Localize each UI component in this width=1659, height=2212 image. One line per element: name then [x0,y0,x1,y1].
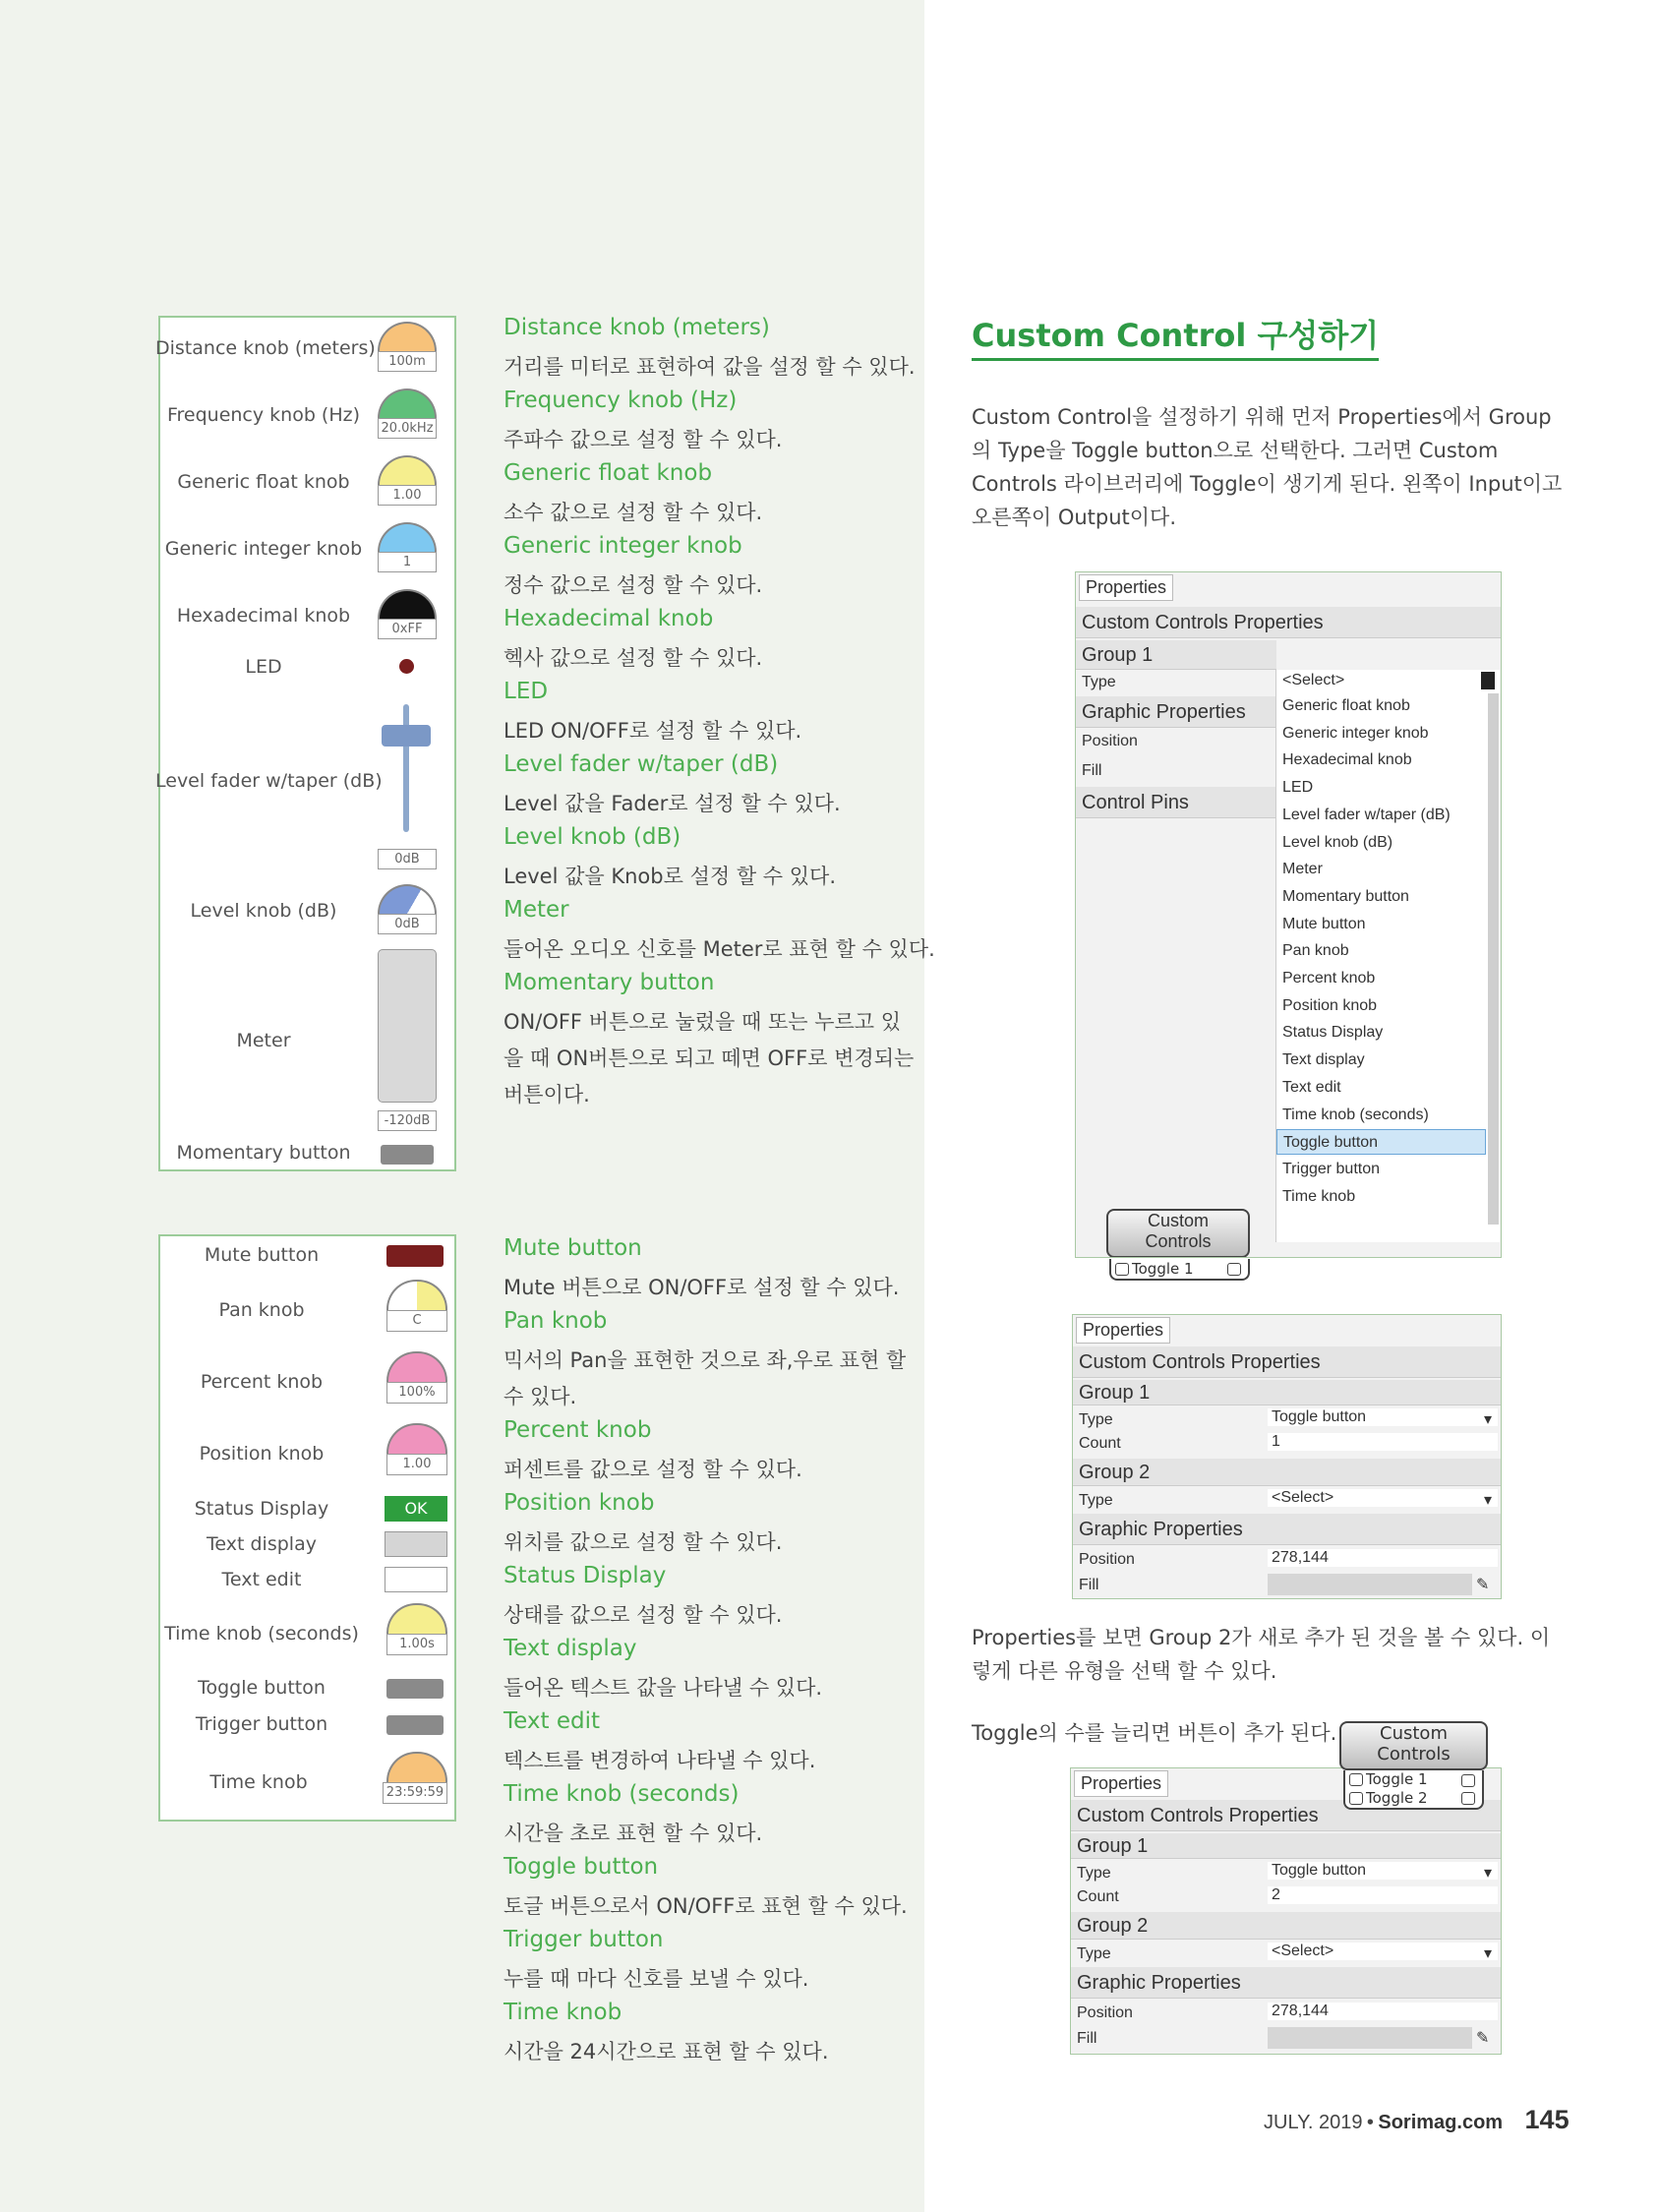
distance-knob[interactable] [378,322,437,351]
label-generic-integer-knob: Generic integer knob [164,538,363,560]
fader-track [403,704,409,832]
label-distance-knob: Distance knob (meters) [155,337,376,359]
label-text-display: Text display [207,1533,317,1555]
type-option[interactable]: Level knob (dB) [1282,833,1393,851]
fill-label: Fill [1077,2030,1097,2047]
count-value[interactable]: 2 [1268,1886,1498,1904]
type-option[interactable]: Text edit [1282,1078,1341,1096]
paragraph-3: Toggle의 수를 늘리면 버튼이 추가 된다. [972,1721,1337,1745]
desc-title: Momentary button [504,970,715,995]
time-knob-seconds[interactable] [386,1603,447,1634]
toggle-label: Toggle 1 [1132,1260,1194,1278]
control-pins-header[interactable]: Control Pins [1076,787,1276,818]
pan-value: C [386,1310,447,1332]
desc-text: 을 때 ON버튼으로 되고 떼면 OFF로 변경되는 [504,1046,915,1070]
type-label: Type [1079,1492,1113,1509]
desc-text: 버튼이다. [504,1083,590,1106]
intro-paragraph [972,400,1562,534]
time-knob[interactable] [386,1752,447,1782]
desc-text: 들어온 텍스트 값을 나타낼 수 있다. [504,1676,823,1700]
type-label: Type [1077,1945,1111,1962]
meter-bar [378,949,437,1103]
text-edit-box[interactable] [385,1567,447,1592]
label-led: LED [245,656,282,678]
time-seconds-value: 1.00s [386,1634,447,1655]
toggle-button[interactable] [386,1679,444,1699]
cc-title-line: Custom [1147,1211,1209,1230]
percent-knob[interactable] [386,1351,447,1382]
desc-title: Distance knob (meters) [504,315,770,340]
level-fader-value: 0dB [378,849,437,869]
custom-controls-header: Custom Controls Properties [1073,1346,1501,1378]
desc-title: Toggle button [504,1854,659,1880]
page-number: 145 [1524,2105,1570,2134]
label-pan-knob: Pan knob [218,1299,305,1321]
label-level-fader: Level fader w/taper (dB) [155,770,383,792]
desc-text: 수 있다. [504,1385,577,1408]
toggle-1-strip[interactable] [1109,1259,1250,1281]
output-pin-icon[interactable] [1461,1792,1475,1805]
type-option[interactable]: Status Display [1282,1024,1384,1042]
type-label: Type [1079,1411,1113,1428]
custom-controls-block-2[interactable] [1339,1721,1488,1770]
type-dropdown-list[interactable] [1275,670,1500,1242]
desc-title: Pan knob [504,1308,608,1334]
desc-title: Time knob [504,2000,622,2025]
count-label: Count [1079,1435,1121,1452]
label-percent-knob: Percent knob [200,1371,324,1393]
graphic-properties-header[interactable]: Graphic Properties [1071,1967,1501,1999]
trigger-button[interactable] [386,1715,444,1735]
desc-text: ON/OFF 버튼으로 눌렀을 때 또는 누르고 있 [504,1010,902,1034]
label-text-edit: Text edit [221,1569,302,1590]
type-option[interactable]: Generic integer knob [1282,724,1429,742]
desc-title: Text display [504,1636,637,1661]
para2-line: 렇게 다른 유형을 선택 할 수 있다. [972,1659,1277,1683]
output-pin-icon[interactable] [1227,1263,1241,1276]
graphic-properties-header[interactable]: Graphic Properties [1076,696,1276,728]
properties-tab[interactable]: Properties [1074,1770,1168,1797]
generic-integer-value: 1 [378,552,437,572]
label-momentary-button: Momentary button [176,1142,351,1164]
fill-label: Fill [1079,1577,1099,1593]
label-level-knob: Level knob (dB) [190,900,337,922]
level-knob[interactable] [378,884,437,914]
desc-title: Position knob [504,1490,655,1516]
count-label: Count [1077,1888,1119,1905]
dropdown-arrow-icon[interactable]: ▾ [1484,1411,1493,1428]
desc-text: 텍스트를 변경하여 나타낼 수 있다. [504,1749,816,1772]
label-meter: Meter [236,1030,291,1051]
position-value[interactable]: 278,144 [1268,2003,1498,2020]
eyedropper-icon[interactable]: ✎ [1476,1577,1490,1593]
custom-controls-block[interactable] [1106,1209,1250,1258]
desc-text: Level 값을 Fader로 설정 할 수 있다. [504,792,841,815]
properties-window-3 [1070,1767,1502,2055]
desc-title: Text edit [504,1708,600,1734]
custom-controls-header: Custom Controls Properties [1076,607,1501,638]
type-option[interactable]: LED [1282,779,1314,797]
desc-title: Level fader w/taper (dB) [504,751,779,777]
desc-text: LED ON/OFF로 설정 할 수 있다. [504,719,802,743]
generic-integer-knob[interactable] [378,522,437,552]
percent-value: 100% [386,1382,447,1404]
type-option[interactable]: Position knob [1282,996,1378,1014]
desc-text: Level 값을 Knob로 설정 할 수 있다. [504,865,836,888]
properties-window-2 [1072,1314,1502,1599]
label-hexadecimal-knob: Hexadecimal knob [176,605,351,627]
controls-panel-1 [155,316,456,1171]
graphic-properties-header[interactable]: Graphic Properties [1073,1514,1501,1545]
position-value: 1.00 [386,1454,447,1475]
type-option[interactable]: Toggle button [1276,1129,1486,1155]
properties-tab[interactable]: Properties [1076,1317,1170,1344]
frequency-knob[interactable] [378,389,437,418]
desc-title: Percent knob [504,1417,652,1443]
dropdown-arrow-icon[interactable]: ▾ [1484,1492,1493,1509]
label-status-display: Status Display [194,1498,329,1520]
type-option[interactable]: Percent knob [1282,970,1376,986]
cc-title-line: Controls [1145,1231,1212,1251]
output-pin-icon[interactable] [1461,1774,1475,1787]
desc-text: 퍼센트를 값으로 설정 할 수 있다. [504,1458,802,1481]
type-2-value[interactable]: <Select> [1268,1943,1498,1960]
position-label: Position [1077,2004,1133,2021]
desc-text: 위치를 값으로 설정 할 수 있다. [504,1530,783,1554]
type-option[interactable]: Meter [1282,861,1323,878]
label-time-knob-seconds: Time knob (seconds) [164,1623,359,1644]
fill-swatch[interactable] [1268,1574,1472,1595]
properties-tab[interactable]: Properties [1079,574,1173,601]
toggle-strip-2[interactable] [1343,1770,1484,1810]
label-mute-button: Mute button [204,1244,320,1266]
position-label: Position [1082,733,1138,749]
distance-value: 100m [378,351,437,372]
type-option[interactable]: Mute button [1282,915,1366,932]
footer-site: Sorimag.com [1378,2112,1504,2133]
type-value[interactable]: Toggle button [1268,1408,1498,1426]
type-value[interactable]: Toggle button [1268,1862,1498,1880]
position-value[interactable]: 278,144 [1268,1549,1498,1567]
desc-title: LED [504,679,549,704]
desc-text: 헥사 값으로 설정 할 수 있다. [504,646,763,670]
desc-title: Frequency knob (Hz) [504,388,738,413]
section-heading: Custom Control 구성하기 [972,311,1379,361]
mute-button[interactable] [386,1245,444,1267]
type-option[interactable]: Momentary button [1282,887,1409,905]
group-1-header[interactable]: Group 1 [1073,1380,1501,1405]
label-trigger-button: Trigger button [195,1713,328,1735]
frequency-value: 20.0kHz [378,418,437,439]
desc-title: Trigger button [504,1927,664,1952]
level-knob-value: 0dB [378,914,437,934]
desc-title: Time knob (seconds) [504,1781,740,1807]
footer-date: JULY. 2019 [1264,2112,1363,2133]
type-label: Type [1077,1865,1111,1882]
label-position-knob: Position knob [199,1443,325,1465]
intro-line: 의 Type을 Toggle button으로 선택한다. 그러면 Custom [972,439,1499,462]
label-frequency-knob: Frequency knob (Hz) [166,404,361,426]
desc-text: 주파수 값으로 설정 할 수 있다. [504,428,783,451]
group-1-header[interactable]: Group 1 [1071,1833,1501,1859]
type-option[interactable]: Text display [1282,1051,1365,1069]
desc-text: 시간을 초로 표현 할 수 있다. [504,1822,763,1845]
cc-title-line: Controls [1377,1744,1451,1764]
generic-float-knob[interactable] [378,455,437,485]
toggle-label: Toggle 2 [1366,1789,1428,1807]
type-option[interactable]: Trigger button [1282,1160,1381,1177]
count-value[interactable]: 1 [1268,1433,1498,1451]
footer-bullet: • [1366,2112,1374,2133]
type-option[interactable]: Time knob (seconds) [1282,1106,1429,1123]
cc-title-line: Custom [1380,1723,1448,1744]
paragraph-2 [972,1621,1550,1688]
position-label: Position [1079,1551,1135,1568]
intro-line: Custom Control을 설정하기 위해 먼저 Properties에서 Group [972,405,1552,429]
type-option[interactable]: Time knob [1282,1187,1356,1205]
label-generic-float-knob: Generic float knob [177,471,350,493]
desc-text: 들어온 오디오 신호를 Meter로 표현 할 수 있다. [504,937,935,961]
input-pin-icon[interactable] [1349,1792,1363,1805]
meter-value: -120dB [378,1110,437,1131]
desc-text: 믹서의 Pan을 표현한 것으로 좌,우로 표현 할 [504,1348,907,1372]
desc-text: 누를 때 마다 신호를 보낼 수 있다. [504,1967,809,1991]
fill-swatch[interactable] [1268,2027,1472,2049]
desc-title: Meter [504,897,569,923]
desc-title: Level knob (dB) [504,824,681,850]
momentary-button[interactable] [381,1145,434,1165]
type-label: Type [1082,674,1116,690]
label-time-knob: Time knob [209,1771,308,1793]
position-knob[interactable] [386,1423,447,1454]
desc-text: 거리를 미터로 표현하여 값을 설정 할 수 있다. [504,355,916,379]
desc-text: 소수 값으로 설정 할 수 있다. [504,501,763,524]
hexadecimal-value: 0xFF [378,619,437,639]
dropdown-arrow-icon[interactable]: ▾ [1484,1865,1493,1882]
type-option[interactable]: Level fader w/taper (dB) [1282,806,1451,823]
desc-text: 상태를 값으로 설정 할 수 있다. [504,1603,783,1627]
toggle-label: Toggle 1 [1366,1770,1428,1788]
properties-window-1 [1075,571,1502,1258]
type-2-value[interactable]: <Select> [1268,1489,1498,1507]
dropdown-arrow-icon[interactable]: ▾ [1484,1945,1493,1962]
desc-text: 토글 버튼으로서 ON/OFF로 표현 할 수 있다. [504,1894,908,1918]
text-display-box [385,1531,447,1557]
fill-label: Fill [1082,762,1102,779]
para2-line: Properties를 보면 Group 2가 새로 추가 된 것을 볼 수 있다. 이 [972,1626,1551,1649]
custom-controls-header: Custom Controls Properties [1071,1800,1501,1831]
type-option[interactable]: Generic float knob [1282,697,1410,714]
select-placeholder[interactable]: <Select> [1282,672,1345,688]
group-1-header[interactable]: Group 1 [1076,640,1276,670]
type-option[interactable]: Hexadecimal knob [1282,751,1412,769]
desc-title: Status Display [504,1563,667,1588]
desc-title: Generic integer knob [504,533,742,559]
intro-line: Controls 라이브러리에 Toggle이 생기게 된다. 왼쪽이 Input이고 [972,472,1563,496]
desc-text: Mute 버튼으로 ON/OFF로 설정 할 수 있다. [504,1276,900,1299]
desc-title: Generic float knob [504,460,713,486]
fader-handle[interactable] [382,725,431,747]
input-pin-icon[interactable] [1349,1773,1363,1786]
led-indicator[interactable] [399,659,414,674]
hexadecimal-knob[interactable] [378,589,437,619]
footer [1264,2105,1570,2135]
controls-panel-2 [158,1234,456,1822]
desc-text: 정수 값으로 설정 할 수 있다. [504,573,763,597]
generic-float-value: 1.00 [378,485,437,506]
intro-line: 오른쪽이 Output이다. [972,506,1177,529]
dropdown-scrollbar[interactable] [1488,693,1499,1225]
desc-title: Hexadecimal knob [504,606,714,631]
time-knob-value: 23:59:59 [383,1782,447,1804]
desc-title: Mute button [504,1235,642,1261]
status-display: OK [385,1496,447,1522]
dropdown-arrow-icon[interactable] [1481,672,1495,689]
desc-text: 시간을 24시간으로 표현 할 수 있다. [504,2040,829,2063]
pan-knob[interactable] [386,1280,447,1310]
label-toggle-button: Toggle button [198,1677,326,1699]
group-2-header[interactable]: Group 2 [1073,1459,1501,1486]
eyedropper-icon[interactable]: ✎ [1476,2030,1490,2047]
input-pin-icon[interactable] [1115,1263,1129,1276]
group-2-header[interactable]: Group 2 [1071,1912,1501,1940]
type-option[interactable]: Pan knob [1282,942,1349,960]
